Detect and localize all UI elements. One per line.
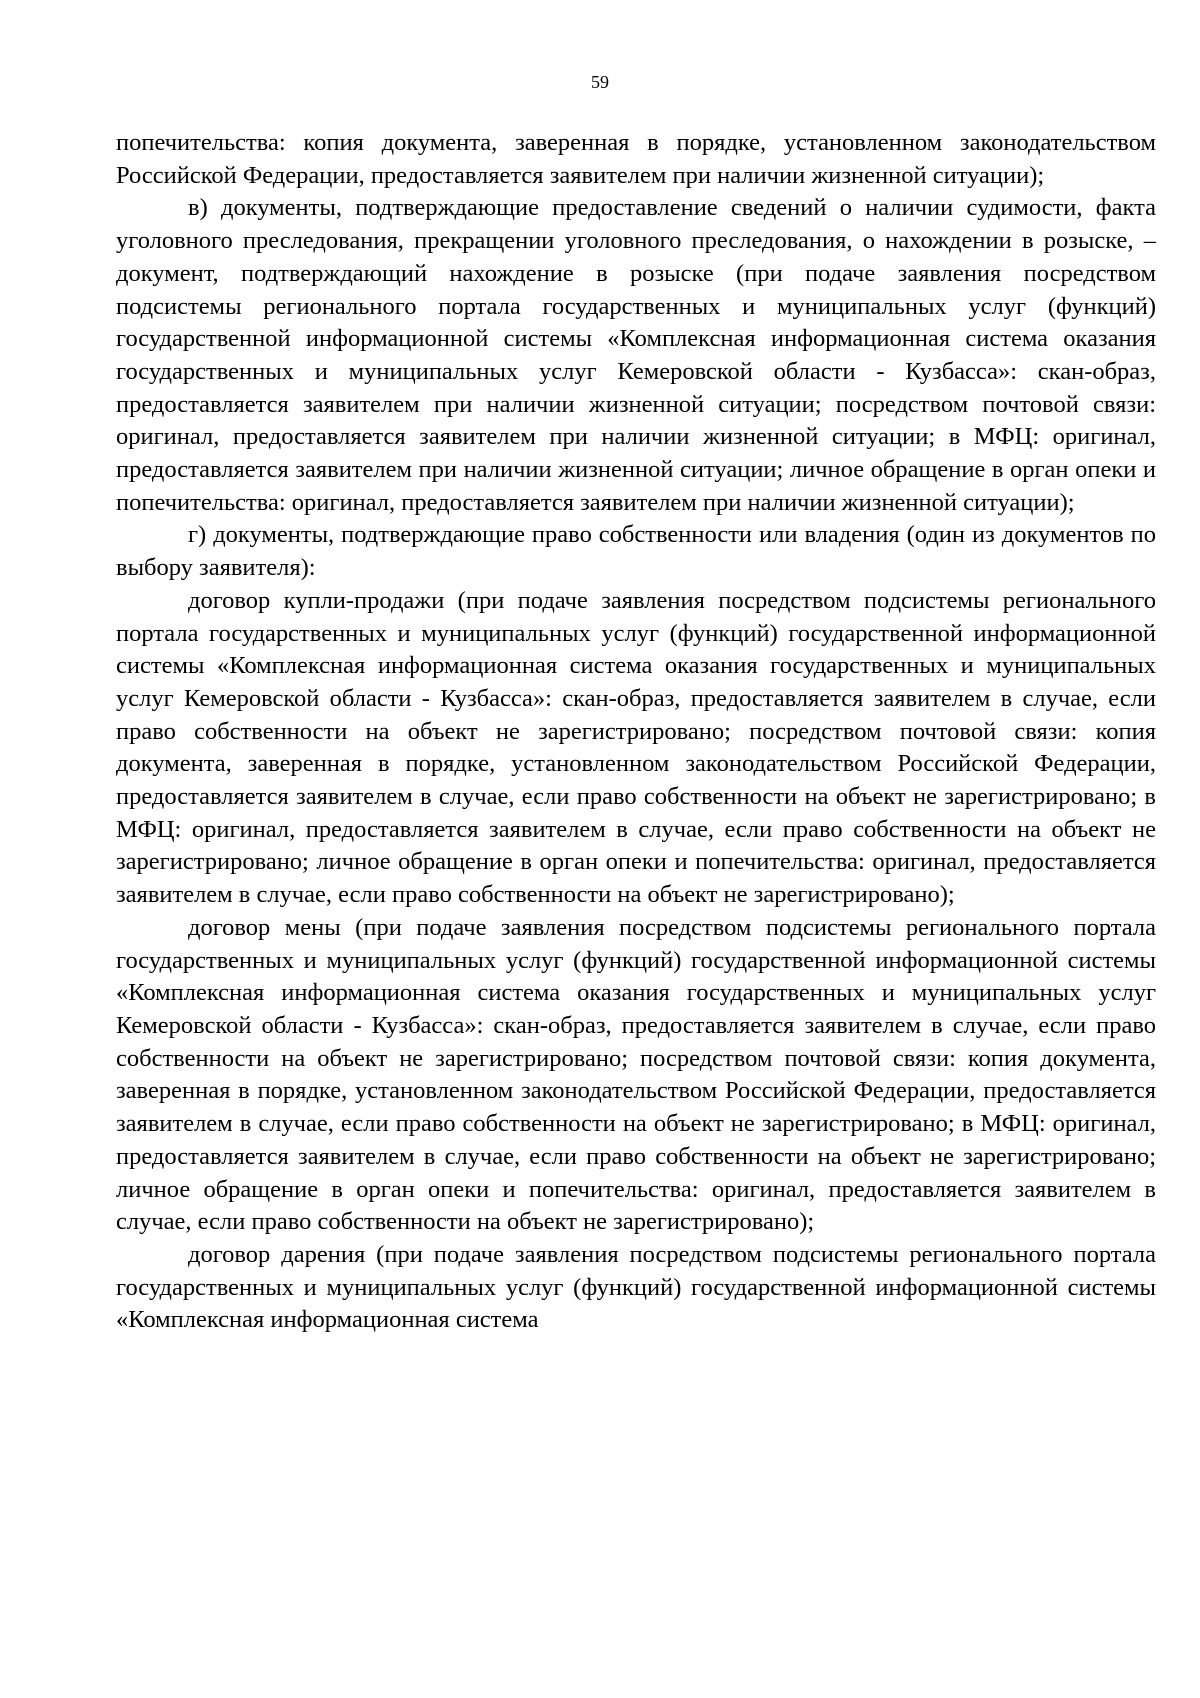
paragraph-sale-contract: договор купли-продажи (при подаче заявления посредством подсистемы регионального портала государственных и муниципальных услуг (функций) государственной информационной системы «Комплексная информационная система оказания государственных и муниципальных услуг Кемеровской области - Кузбасса»: скан-образ, предоставляется заявителем в случае, если право собственности на объект не зарегистрировано; посредством почтовой связи: копия документа, заверенная в порядке, установленном законодательством Российской Федерации, предоставляется заявителем в случае, если право собственности на объект не зарегистрировано; в МФЦ: оригинал, предоставляется заявителем в случае, если право собственности на объект не зарегистрировано; личное обращение в орган опеки и попечительства: оригинал, предоставляется заявителем в случае, если право собственности на объект не зарегистрировано); (116, 586, 1156, 909)
page-number: 59 (591, 72, 609, 92)
paragraph-gift-contract: договор дарения (при подаче заявления посредством подсистемы регионального портала государственных и муниципальных услуг (функций) государственной информационной системы «Комплексная информационная система (116, 1240, 1156, 1334)
paragraph-item-v: в) документы, подтверждающие предоставление сведений о наличии судимости, факта уголовного преследования, прекращении уголовного преследования, о нахождении в розыске, – документ, подтверждающий нахождение в розыске (при подаче заявления посредством подсистемы регионального портала государственных и муниципальных услуг (функций) государственной информационной системы «Комплексная информационная система оказания государственных и муниципальных услуг Кемеровской области - Кузбасса»: скан-образ, предоставляется заявителем при наличии жизненной ситуации; посредством почтовой связи: оригинал, предоставляется заявителем при наличии жизненной ситуации; в МФЦ: оригинал, предоставляется заявителем при наличии жизненной ситуации; личное обращение в орган опеки и попечительства: оригинал, предоставляется заявителем при наличии жизненной ситуации); (116, 194, 1156, 516)
paragraph-exchange-contract: договор мены (при подаче заявления посредством подсистемы регионального портала государственных и муниципальных услуг (функций) государственной информационной системы «Комплексная информационная система оказания государственных и муниципальных услуг Кемеровской области - Кузбасса»: скан-образ, предоставляется заявителем в случае, если право собственности на объект не зарегистрировано; посредством почтовой связи: копия документа, заверенная в порядке, установленном законодательством Российской Федерации, предоставляется заявителем в случае, если право собственности на объект не зарегистрировано; в МФЦ: оригинал, предоставляется заявителем в случае, если право собственности на объект не зарегистрировано; личное обращение в орган опеки и попечительства: оригинал, предоставляется заявителем в случае, если право собственности на объект не зарегистрировано); (116, 913, 1156, 1236)
paragraph-item-g: г) документы, подтверждающие право собственности или владения (один из документов по выбору заявителя): (116, 521, 1156, 582)
document-body (116, 127, 1156, 1337)
paragraph-continuation: попечительства: копия документа, заверенная в порядке, установленном законодательством Российской Федерации, предоставляется заявителем при наличии жизненной ситуации); (116, 129, 1156, 189)
